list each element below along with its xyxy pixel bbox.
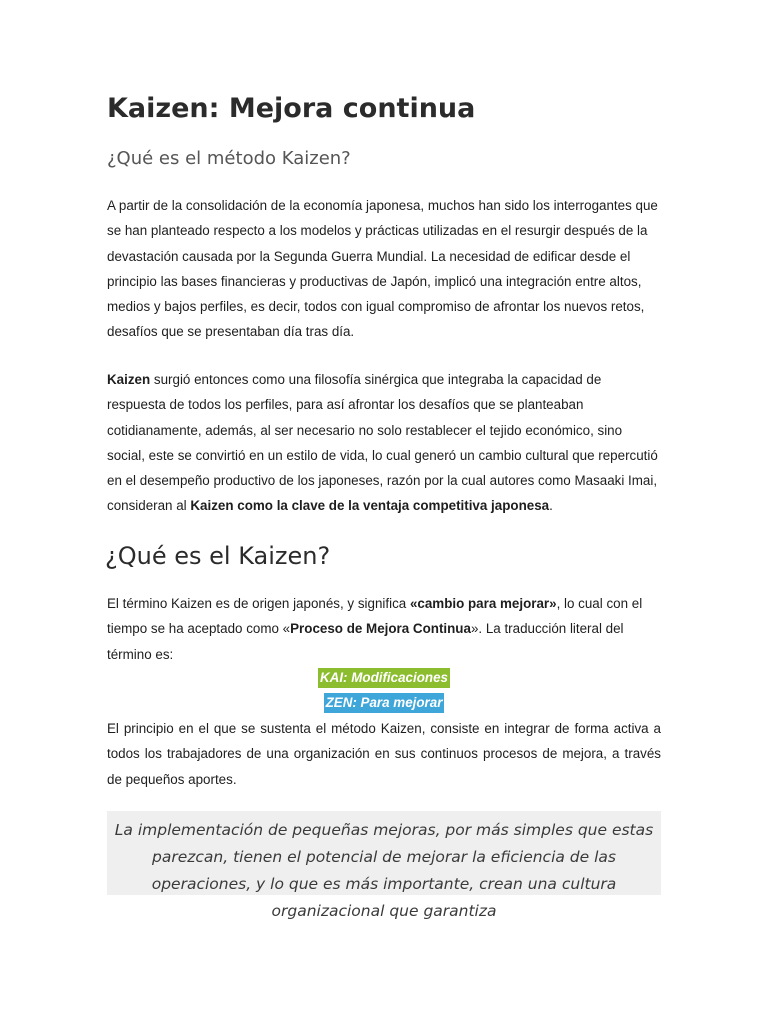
paragraph-intro: A partir de la consolidación de la economía japonesa, muchos han sido los interrogantes que se han planteado respecto a los modelos y prácticas utilizadas en el resurgir después de la devastación causada por la Segunda Guerra Mundial. La necesidad de edificar desde el principio las bases financieras y productivas de Japón, implicó una integración entre altos, medios y bajos perfiles, es decir, todos con igual compromiso de afrontar los nuevos retos, desafíos que se presentaban día tras día. — [107, 198, 658, 340]
translation-zen-line — [107, 693, 661, 713]
kaizen-bold-term: Kaizen — [107, 372, 151, 387]
paragraph-text: , lo cual con el tiempo se ha aceptado como « — [107, 596, 643, 637]
kaizen-key-phrase: Kaizen como la clave de la ventaja competitiva japonesa — [190, 498, 550, 514]
section-subtitle: ¿Qué es el método Kaizen? — [107, 148, 351, 169]
paragraph-text: surgió entonces como una filosofía sinérgica que integraba la capacidad de respuesta de todos los perfiles, para así afrontar los desafíos que se planteaban cotidianamente, además, al ser necesario no solo restablecer el tejido económico, sino social, este se convirtió en un estilo de vida, lo cual generó un cambio cultural que repercutió en el desempeño productivo de los japoneses, razón por la cual autores como Masaaki Imai, consideran al — [107, 372, 658, 514]
paragraph-principle: El principio en el que se sustenta el método Kaizen, consiste en integrar de forma activa a todos los trabajadores de una organización en sus continuos procesos de mejora, a través de pequeños aportes. — [107, 721, 661, 787]
definition-bold-meaning: «cambio para mejorar» — [409, 596, 557, 611]
translation-kai-line — [107, 668, 661, 688]
paragraph-text: El término Kaizen es de origen japonés, y significa — [107, 596, 410, 611]
paragraph-kaizen-origin — [107, 367, 661, 519]
zen-highlight: ZEN: Para mejorar — [324, 693, 445, 713]
quote-text: La implementación de pequeñas mejoras, por más simples que estas parezcan, tienen el potencial de mejorar la eficiencia de las operaciones, y lo que es más importante, crean una cultura organizacional que garantiza — [114, 821, 654, 920]
quote-block — [107, 811, 661, 920]
paragraph-definition — [107, 591, 661, 667]
paragraph-text: ». La traducción literal del término es: — [107, 621, 624, 662]
kai-highlight: KAI: Modificaciones — [318, 668, 450, 688]
page-title: Kaizen: Mejora continua — [107, 93, 476, 124]
paragraph-end: . — [549, 498, 553, 514]
definition-bold-process: Proceso de Mejora Continua — [290, 621, 471, 637]
section-heading: ¿Qué es el Kaizen? — [105, 542, 331, 570]
